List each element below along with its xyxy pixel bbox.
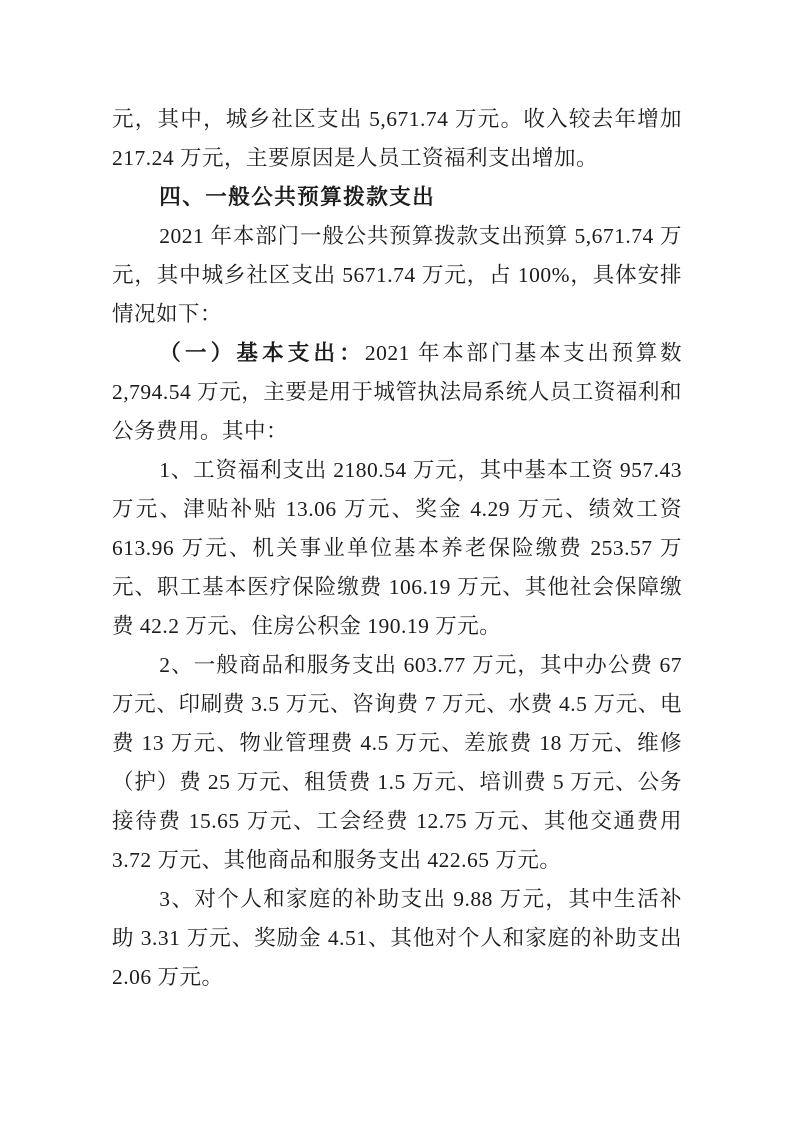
paragraph-budget-overview: 2021 年本部门一般公共预算拨款支出预算 5,671.74 万元，其中城乡社区支出 5671.74 万元，占 100%，具体安排情况如下： xyxy=(112,224,682,326)
paragraph-basic-expense xyxy=(112,334,682,451)
paragraph-item3-personal-family-subsidies: 3、对个人和家庭的补助支出 9.88 万元，其中生活补助 3.31 万元、奖励金 4.51、其他对个人和家庭的补助支出 2.06 万元。 xyxy=(112,887,682,989)
paragraph-income-continuation: 元，其中，城乡社区支出 5,671.74 万元。收入较去年增加 217.24 万元，主要原因是人员工资福利支出增加。 xyxy=(112,107,682,170)
section-heading-public-budget-expenditure: 四、一般公共预算拨款支出 xyxy=(159,185,436,209)
document-content xyxy=(112,100,682,997)
basic-expense-text: 2021 年本部门基本支出预算数 2,794.54 万元，主要是用于城管执法局系统人员工资福利和公务费用。其中： xyxy=(112,341,682,443)
paragraph-item2-goods-services: 2、一般商品和服务支出 603.77 万元，其中办公费 67 万元、印刷费 3.5 万元、咨询费 7 万元、水费 4.5 万元、电费 13 万元、物业管理费 4.5 万元、差旅费 18 万元、维修（护）费 25 万元、租赁费 1.5 万元、培训费 5 万元、公务接待费 15.65 万元、工会经费 12.75 万元、其他交通费用 3.72 万元、其他商品和服务支出 422.65 万元。 xyxy=(112,653,682,872)
paragraph-item1-salary-welfare: 1、工资福利支出 2180.54 万元，其中基本工资 957.43 万元、津贴补贴 13.06 万元、奖金 4.29 万元、绩效工资 613.96 万元、机关事业单位基本养老保险缴费 253.57 万元、职工基本医疗保险缴费 106.19 万元、其他社会保障缴费 42.2 万元、住房公积金 190.19 万元。 xyxy=(112,458,682,638)
basic-expense-label: （一）基本支出： xyxy=(159,341,365,365)
